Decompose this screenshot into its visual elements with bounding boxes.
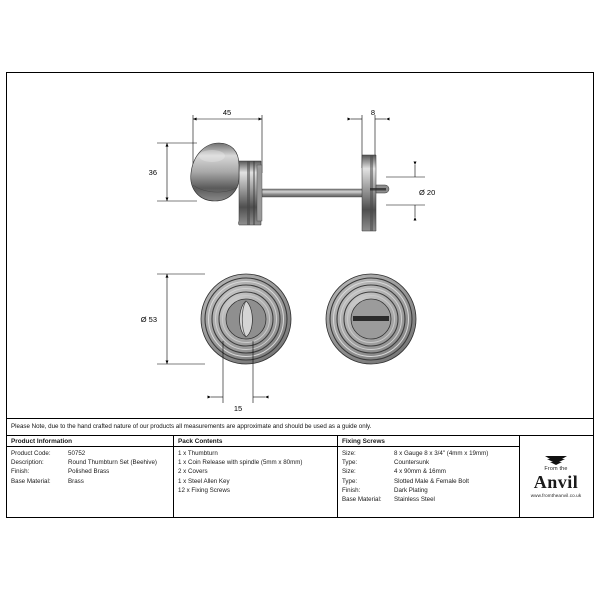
screw-type-label-1: Type:	[342, 459, 358, 467]
description-label: Description:	[11, 459, 44, 467]
finish-value: Polished Brass	[68, 468, 110, 476]
list-item: 2 x Covers	[178, 468, 208, 476]
description-value: Round Thumbturn Set (Beehive)	[68, 459, 157, 467]
screw-size-value-2: 4 x 90mm & 16mm	[394, 468, 446, 476]
spec-sheet	[6, 72, 594, 518]
screw-type-value-2: Slotted Male & Female Bolt	[394, 477, 469, 485]
list-item: 1 x Coin Release with spindle (5mm x 80mm)	[178, 459, 303, 467]
measurement-note: Please Note, due to the hand crafted nature of our products all measurements are approximate and should be used as a guide only.	[7, 418, 593, 435]
screw-base-material-value: Stainless Steel	[394, 496, 435, 504]
pack-contents-column	[173, 436, 337, 517]
table-row	[342, 467, 519, 476]
list-item: 1 x Steel Allen Key	[178, 477, 230, 485]
product-information-column	[7, 436, 173, 517]
screw-type-label-2: Type:	[342, 477, 358, 485]
table-row	[342, 458, 519, 467]
table-row	[11, 477, 173, 486]
front-view-thumbturn	[201, 274, 291, 364]
screw-base-material-label: Base Material:	[342, 496, 382, 504]
brand-logo	[519, 436, 592, 517]
list-item: 1 x Thumbturn	[178, 450, 218, 457]
screw-size-value-1: 8 x Gauge 8 x 3/4" (4mm x 19mm)	[394, 450, 489, 457]
table-row	[342, 477, 519, 486]
logo-wordmark: Anvil	[533, 472, 579, 493]
spec-table	[7, 435, 593, 517]
product-information-heading: Product Information	[7, 436, 173, 447]
logo-top-text: From the	[544, 466, 568, 472]
screw-type-value-1: Countersunk	[394, 459, 430, 467]
front-view-coin-release	[326, 274, 416, 364]
technical-drawing	[7, 73, 593, 418]
table-row	[11, 458, 173, 467]
base-material-label: Base Material:	[11, 477, 51, 485]
product-code-label: Product Code:	[11, 450, 51, 457]
table-row	[11, 449, 173, 458]
pack-contents-heading: Pack Contents	[174, 436, 337, 447]
finish-label: Finish:	[11, 468, 30, 476]
dim-front-diameter: Ø 53	[140, 315, 157, 324]
anvil-icon	[543, 454, 569, 466]
list-item: 12 x Fixing Screws	[178, 486, 230, 494]
screw-finish-label: Finish:	[342, 486, 361, 494]
screw-size-label-1: Size:	[342, 450, 356, 457]
dim-top-left: 45	[222, 108, 232, 117]
fixing-screws-heading: Fixing Screws	[338, 436, 519, 447]
dim-left-height: 36	[148, 168, 157, 177]
table-row	[342, 486, 519, 495]
table-row	[11, 467, 173, 476]
dim-bottom-width: 15	[233, 404, 243, 413]
dim-right-diameter: Ø 20	[419, 188, 436, 197]
screw-size-label-2: Size:	[342, 468, 356, 476]
base-material-value: Brass	[68, 477, 84, 485]
table-row	[342, 495, 519, 504]
dim-top-right: 8	[370, 108, 376, 117]
logo-url: www.fromtheanvil.co.uk	[530, 493, 582, 499]
fixing-screws-column	[337, 436, 519, 517]
screw-finish-value: Dark Plating	[394, 486, 428, 494]
product-code-value: 50752	[68, 450, 86, 457]
table-row	[342, 449, 519, 458]
